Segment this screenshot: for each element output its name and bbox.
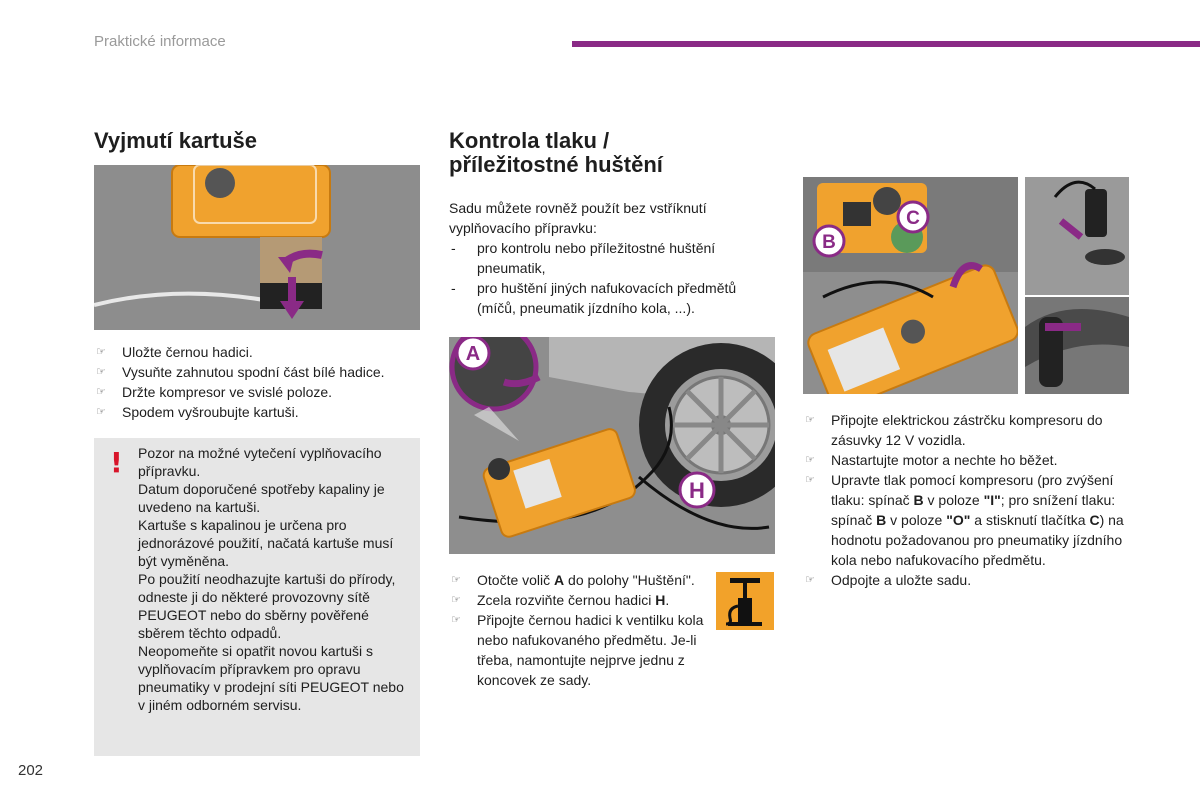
pressure-check-heading xyxy=(449,129,769,177)
warning-paragraph: Pozor na možné vytečení vyplňovacího přípravku. xyxy=(138,445,382,479)
text-run: Zcela rozviňte černou hadici xyxy=(477,592,656,608)
list-item: ☞ Připojte elektrickou zástrčku kompresoru do zásuvky 12 V vozidla. xyxy=(803,410,1133,450)
list-item xyxy=(449,590,714,610)
text-run: . xyxy=(665,592,670,608)
callout-b-label: B xyxy=(822,232,836,253)
page-number: 202 xyxy=(18,762,44,779)
warning-paragraph: Neopomeňte si opatřit novou kartuši s vyplňovacím přípravkem pro opravu pneumatiky v prodejní síti PEUGEOT nebo v jiném odborném servisu. xyxy=(138,643,404,713)
cartridge-illustration xyxy=(94,165,420,330)
bold-run: "O" xyxy=(946,512,971,528)
list-item: ☞ Odpojte a uložte sadu. xyxy=(803,570,1133,590)
warning-text xyxy=(138,444,414,714)
text-run: ; pro snížení tlaku: spínač xyxy=(831,492,1116,528)
list-item: ☞ Držte kompresor ve svislé poloze. xyxy=(94,382,424,402)
compressor-steps-list xyxy=(803,410,1133,590)
heading-line-2: příležitostné huštění xyxy=(449,152,663,177)
warning-box xyxy=(94,438,420,756)
warning-paragraph: Po použití neodhazujte kartuši do přírody, odneste ji do některé provozovny sítě PEUGEOT nebo do sběrny pověřené sběrem těchto odpadů. xyxy=(138,571,396,641)
bold-run: B xyxy=(913,492,924,508)
plug-illustration xyxy=(1025,177,1129,295)
switch-illustration xyxy=(803,177,1018,394)
text-run: a stisknutí tlačítka xyxy=(970,512,1090,528)
warning-paragraph: Datum doporučené spotřeby kapaliny je uvedeno na kartuši. xyxy=(138,481,385,515)
callout-a-label: A xyxy=(465,343,481,365)
list-item: ☞ Spodem vyšroubujte kartuši. xyxy=(94,402,424,422)
list-item: ☞ Uložte černou hadici. xyxy=(94,342,424,362)
socket-illustration xyxy=(1025,297,1129,394)
bold-run: A xyxy=(554,572,565,588)
list-item xyxy=(449,570,714,590)
text-run: ) na hodnotu požadovanou pro pneumatiky jízdního kola nebo nafukovacího předmětu. xyxy=(831,512,1124,568)
list-item xyxy=(803,470,1133,570)
list-item: - pro kontrolu nebo příležitostné huštění pneumatik, xyxy=(449,238,769,278)
callout-c-label: C xyxy=(906,208,920,229)
header-section-label: Praktické informace xyxy=(94,33,226,50)
bold-run: B xyxy=(876,512,887,528)
intro-text: Sadu můžete rovněž použít bez vstříknutí vyplňovacího přípravku: xyxy=(449,200,707,236)
text-run: Otočte volič xyxy=(477,572,555,588)
bold-run: H xyxy=(655,592,666,608)
list-item: ☞ Nastartujte motor a nechte ho běžet. xyxy=(803,450,1133,470)
bold-run: "I" xyxy=(983,492,1001,508)
list-item: ☞ Připojte černou hadici k ventilku kola nebo nafukovaného předmětu. Je-li třeba, namontujte nejprve jednu z koncovek ze sady. xyxy=(449,610,714,690)
warning-paragraph: Kartuše s kapalinou je určena pro jednorázové použití, načatá kartuše musí být vyměněna. xyxy=(138,517,394,569)
warning-icon: ! xyxy=(110,446,123,479)
cartridge-steps-list xyxy=(94,342,424,422)
compressor-illustration xyxy=(449,337,775,554)
cartridge-removal-heading: Vyjmutí kartuše xyxy=(94,128,258,153)
list-item: - pro huštění jiných nafukovacích předmětů (míčů, pneumatik jízdního kola, ...). xyxy=(449,278,769,318)
heading-line-1: Kontrola tlaku / xyxy=(449,128,610,153)
bold-run: C xyxy=(1089,512,1100,528)
inflation-steps-list xyxy=(449,570,714,690)
header-accent-bar xyxy=(572,41,1200,47)
list-item: ☞ Vysuňte zahnutou spodní část bílé hadice. xyxy=(94,362,424,382)
callout-h-label: H xyxy=(689,478,705,503)
text-run: v poloze xyxy=(886,512,947,528)
text-run: Upravte tlak pomocí kompresoru (pro zvýšení tlaku: spínač xyxy=(831,472,1114,508)
use-cases-list xyxy=(449,238,769,318)
text-run: v poloze xyxy=(923,492,984,508)
intro-section xyxy=(449,198,769,318)
inflate-pump-icon xyxy=(716,572,774,630)
text-run: do polohy "Huštění". xyxy=(564,572,695,588)
